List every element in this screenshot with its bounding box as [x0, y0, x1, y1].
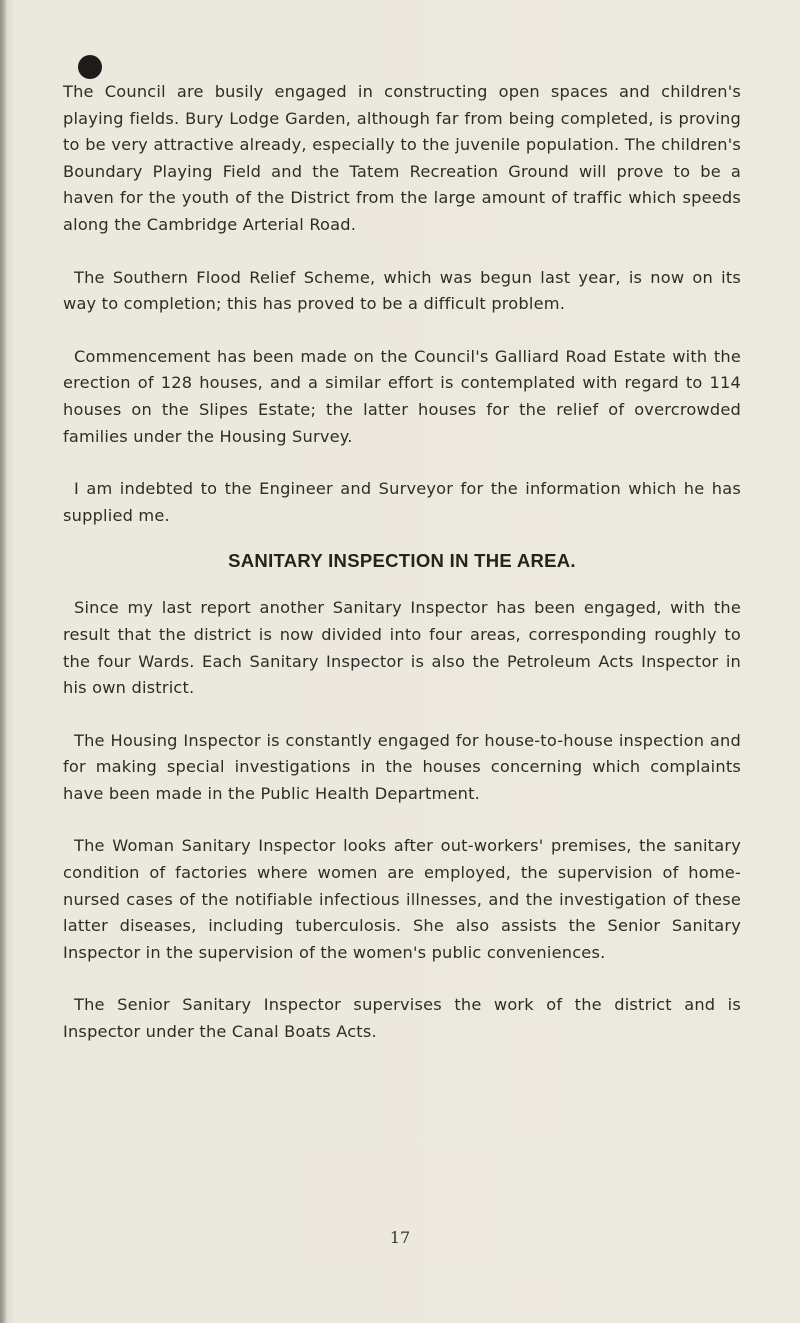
paragraph-flood-relief: The Southern Flood Relief Scheme, which was begun last year, is now on its way to completion; this has proved to be a difficult problem. — [63, 267, 741, 314]
paragraph-senior-inspector: The Senior Sanitary Inspector supervises the work of the district and is Inspector under the Canal Boats Acts. — [63, 995, 741, 1042]
ink-blot — [78, 55, 102, 79]
paragraph-housing-inspector: The Housing Inspector is constantly engaged for house-to-house inspection and for making special investigations in the houses concerning which complaints have been made in the Public Health Department. — [63, 730, 741, 803]
paragraph-acknowledgement: I am indebted to the Engineer and Surveyor for the information which he has supplied me. — [63, 479, 741, 525]
paragraph-woman-inspector: The Woman Sanitary Inspector looks after out-workers' premises, the sanitary condition of factories where women are employed, the supervision of home-nursed cases of the notifiable infectious illnesses, and the investigation of these latter diseases, including tuberculosis. She also assists the Senior Sanitary Inspector in the supervision of the women's public conveniences. — [63, 836, 741, 962]
binding-edge — [0, 0, 7, 1323]
page-body — [63, 79, 741, 1046]
paragraph-sanitary-inspectors: Since my last report another Sanitary Inspector has been engaged, with the result that the district is now divided into four areas, corresponding roughly to the four Wards. Each Sanitary Inspector is also the Petroleum Acts Inspector in his own district. — [63, 598, 741, 698]
paragraph-housing-estates: Commencement has been made on the Council's Galliard Road Estate with the erection of 128 houses, and a similar effort is contemplated with regard to 114 houses on the Slipes Estate; the latter houses for the relief of overcrowded families under the Housing Survey. — [63, 346, 741, 446]
section-heading: SANITARY INSPECTION IN THE AREA. — [228, 550, 576, 572]
paragraph-open-spaces: The Council are busily engaged in constructing open spaces and children's playing fields. Bury Lodge Garden, although far from being completed, is proving to be very attractive already, especially to the juvenile population. The children's Boundary Playing Field and the Tatem Recreation Ground will prove to be a haven for the youth of the District from the large amount of traffic which speeds along the Cambridge Arterial Road. — [63, 82, 741, 234]
page-number: 17 — [389, 1228, 411, 1247]
